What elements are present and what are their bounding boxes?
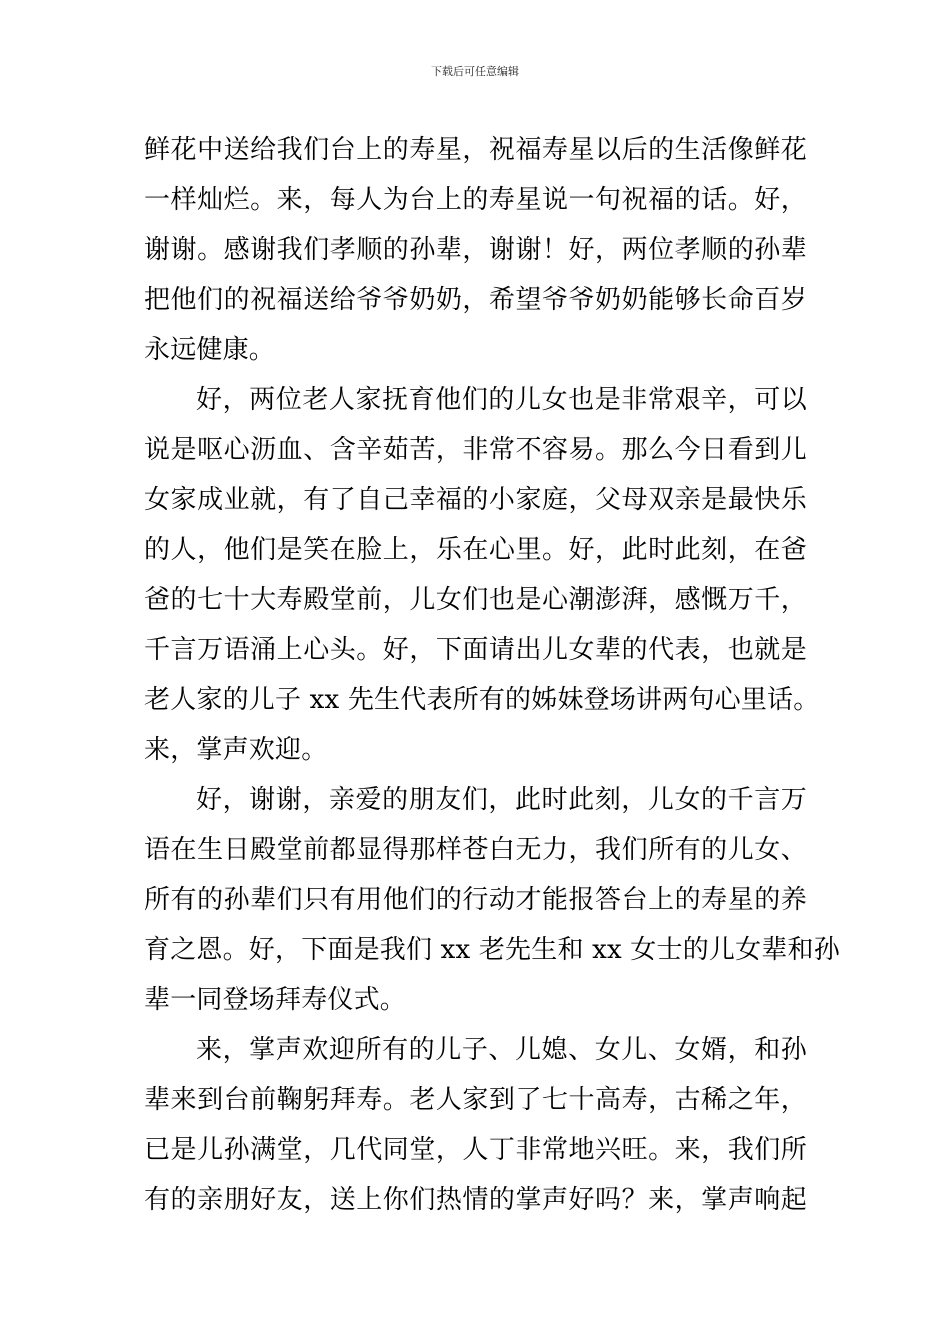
text-line: 所有的孙辈们只有用他们的行动才能报答台上的寿星的养 [144,885,807,915]
text-line: 把他们的祝福送给爷爷奶奶，希望爷爷奶奶能够长命百岁 [144,285,807,315]
text-line: 谢谢。感谢我们孝顺的孙辈，谢谢！好，两位孝顺的孙辈 [144,235,807,265]
text-line: 鲜花中送给我们台上的寿星，祝福寿星以后的生活像鲜花 [144,135,807,165]
text-line: 辈一同登场拜寿仪式。 [144,985,407,1015]
text-line: 永远健康。 [144,335,276,365]
text-line: 千言万语涌上心头。好，下面请出儿女辈的代表，也就是 [144,635,807,665]
text-line: 好，两位老人家抚育他们的儿女也是非常艰辛，可以 [196,385,807,415]
document-body [144,125,840,1225]
text-line: 育之恩。好，下面是我们 xx 老先生和 xx 女士的儿女辈和孙 [144,935,840,965]
text-line: 语在生日殿堂前都显得那样苍白无力，我们所有的儿女、 [144,835,807,865]
text-line: 一样灿烂。来，每人为台上的寿星说一句祝福的话。好， [144,185,807,215]
text-line: 辈来到台前鞠躬拜寿。老人家到了七十高寿，古稀之年， [144,1085,807,1115]
text-line: 好，谢谢，亲爱的朋友们，此时此刻，儿女的千言万 [196,785,807,815]
text-line: 说是呕心沥血、含辛茹苦，非常不容易。那么今日看到儿 [144,435,807,465]
text-line: 已是儿孙满堂，几代同堂，人丁非常地兴旺。来，我们所 [144,1135,807,1165]
text-line: 来，掌声欢迎。 [144,735,328,765]
text-line: 有的亲朋好友，送上你们热情的掌声好吗？来，掌声响起 [144,1185,807,1215]
text-line: 老人家的儿子 xx 先生代表所有的姊妹登场讲两句心里话。 [144,685,820,715]
text-line: 来，掌声欢迎所有的儿子、儿媳、女儿、女婿，和孙 [196,1035,807,1065]
text-line: 女家成业就，有了自己幸福的小家庭，父母双亲是最快乐 [144,485,807,515]
text-line: 爸的七十大寿殿堂前，儿女们也是心潮澎湃，感慨万千， [144,585,807,615]
page-header-note: 下载后可任意编辑 [431,65,519,78]
text-line: 的人，他们是笑在脸上，乐在心里。好，此时此刻，在爸 [144,535,807,565]
